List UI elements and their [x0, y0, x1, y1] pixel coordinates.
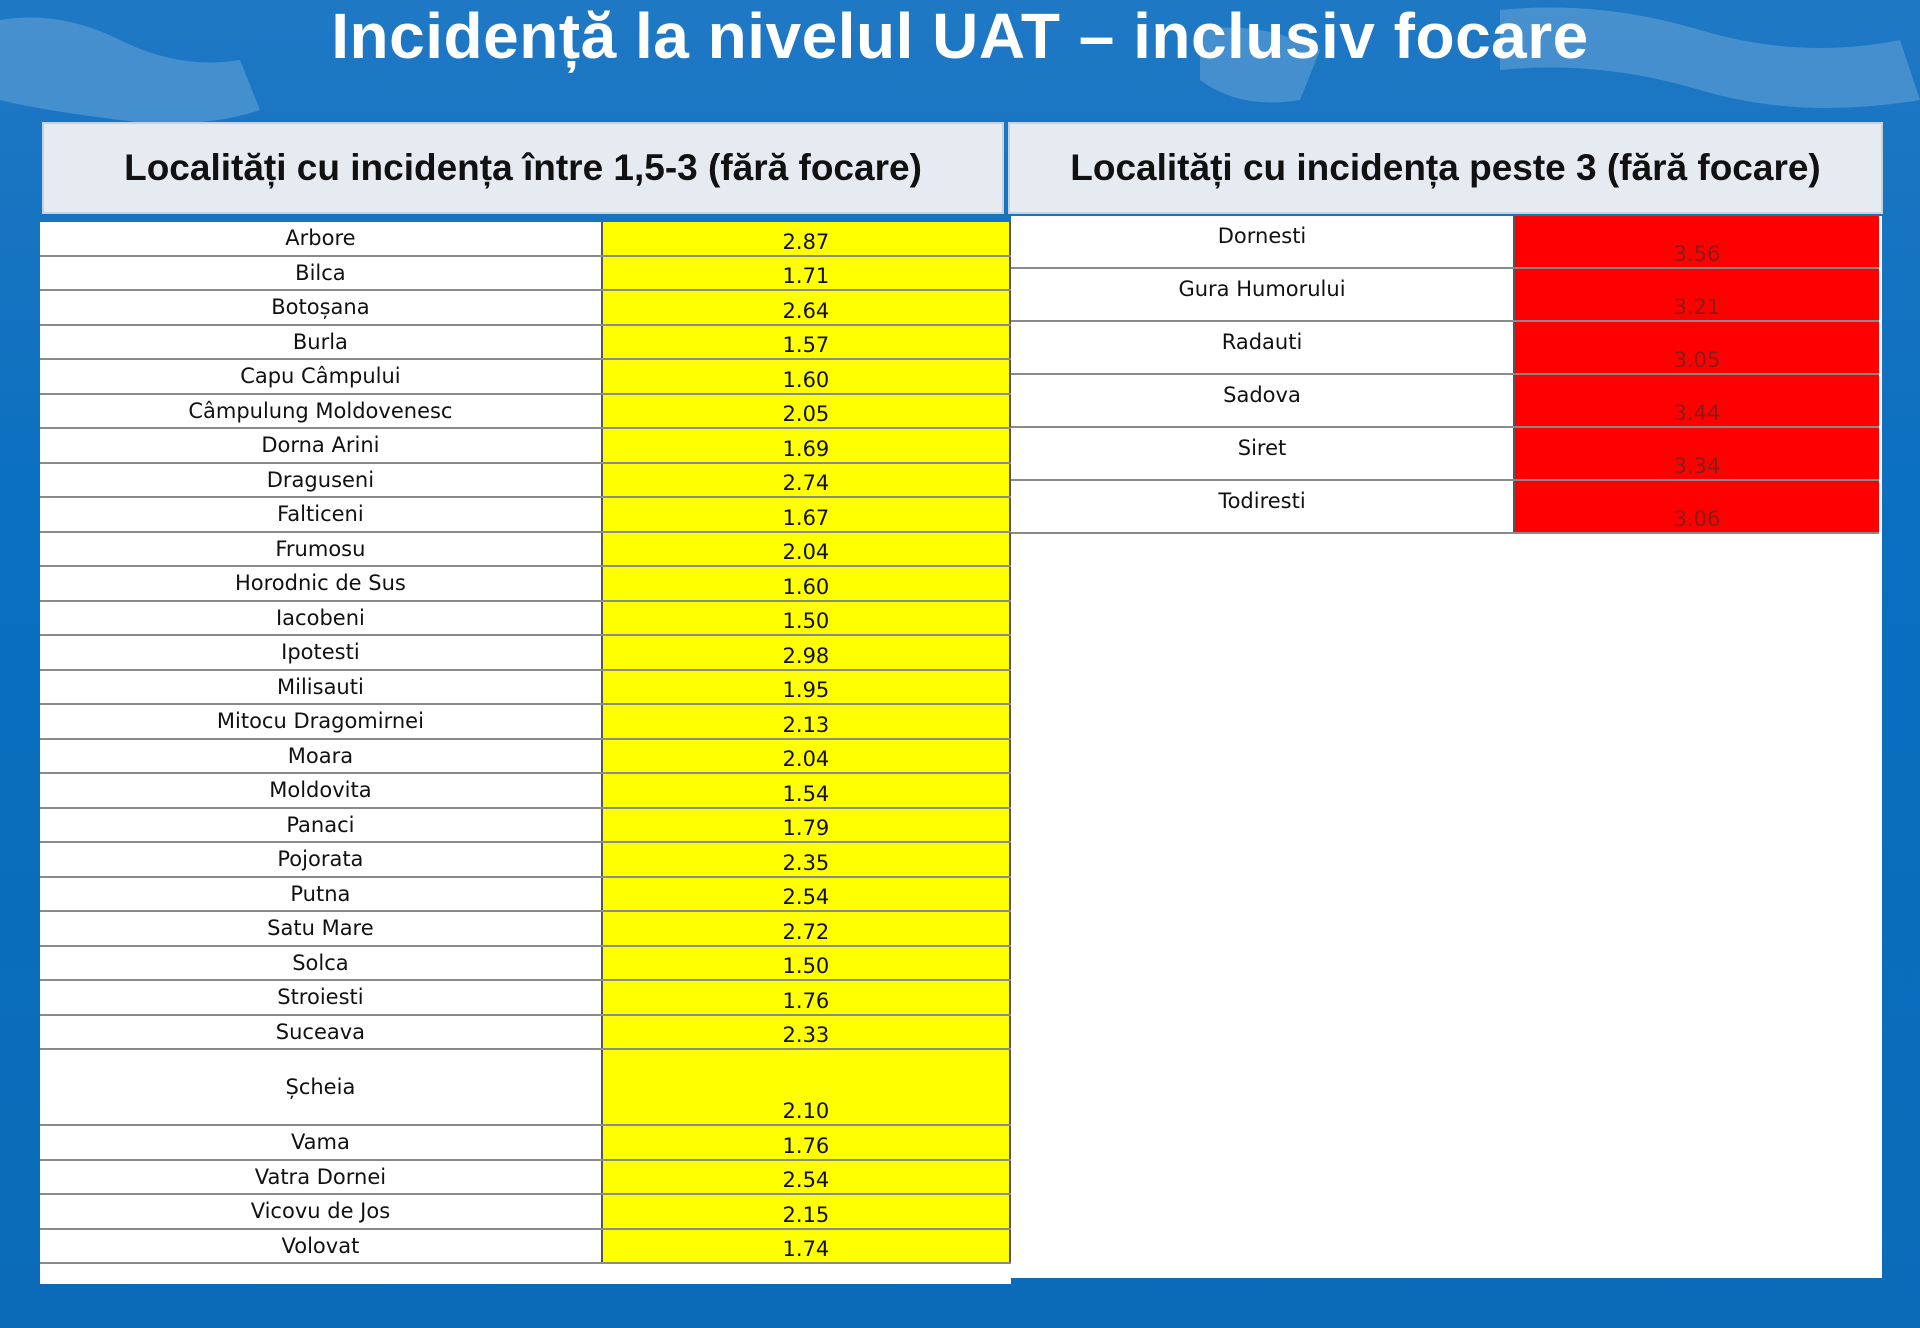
locality-name: Suceava — [40, 1015, 602, 1050]
locality-name: Satu Mare — [40, 911, 602, 946]
table-row — [40, 773, 1010, 808]
locality-name: Moldovita — [40, 773, 602, 808]
locality-name: Draguseni — [40, 463, 602, 498]
table-row — [1011, 480, 1879, 533]
locality-name: Panaci — [40, 808, 602, 843]
locality-name: Solca — [40, 946, 602, 981]
locality-name: Volovat — [40, 1229, 602, 1264]
table-row — [40, 222, 1010, 256]
incidence-value: 3.56 — [1514, 216, 1879, 268]
table-row — [40, 428, 1010, 463]
incidence-value: 2.64 — [602, 290, 1010, 325]
incidence-value: 1.74 — [602, 1229, 1010, 1264]
table-row — [40, 670, 1010, 705]
incidence-value: 2.10 — [602, 1049, 1010, 1125]
locality-name: Vicovu de Jos — [40, 1194, 602, 1229]
bottom-band — [0, 1284, 1920, 1328]
table-row — [40, 1049, 1010, 1125]
incidence-value: 1.50 — [602, 946, 1010, 981]
table-row — [40, 394, 1010, 429]
incidence-value: 1.50 — [602, 601, 1010, 636]
locality-name: Iacobeni — [40, 601, 602, 636]
table-row — [40, 808, 1010, 843]
incidence-value: 2.04 — [602, 739, 1010, 774]
table-row — [40, 1229, 1010, 1264]
table-row — [40, 739, 1010, 774]
incidence-value: 2.72 — [602, 911, 1010, 946]
locality-name: Mitocu Dragomirnei — [40, 704, 602, 739]
locality-name: Dornesti — [1011, 216, 1514, 268]
table-row — [40, 601, 1010, 636]
locality-name: Dorna Arini — [40, 428, 602, 463]
table-row — [40, 256, 1010, 291]
table-row — [40, 1125, 1010, 1160]
locality-name: Horodnic de Sus — [40, 566, 602, 601]
table-row — [1011, 216, 1879, 268]
table-row — [1011, 427, 1879, 480]
locality-name: Burla — [40, 325, 602, 360]
incidence-value: 1.69 — [602, 428, 1010, 463]
table-row — [1011, 374, 1879, 427]
right-panel-header-text: Localități cu incidența peste 3 (fără focare) — [1070, 147, 1821, 188]
locality-name: Putna — [40, 877, 602, 912]
incidence-value: 2.35 — [602, 842, 1010, 877]
incidence-value: 2.87 — [602, 222, 1010, 256]
incidence-value: 2.33 — [602, 1015, 1010, 1050]
locality-name: Pojorata — [40, 842, 602, 877]
table-row — [40, 946, 1010, 981]
locality-name: Câmpulung Moldovenesc — [40, 394, 602, 429]
incidence-value: 1.95 — [602, 670, 1010, 705]
locality-name: Radauti — [1011, 321, 1514, 374]
locality-name: Siret — [1011, 427, 1514, 480]
incidence-value: 1.76 — [602, 1125, 1010, 1160]
incidence-value: 2.54 — [602, 877, 1010, 912]
incidence-value: 2.54 — [602, 1160, 1010, 1195]
locality-name: Bilca — [40, 256, 602, 291]
page-title: Incidență la nivelul UAT – inclusiv focare — [331, 0, 1589, 72]
incidence-value: 2.74 — [602, 463, 1010, 498]
incidence-value: 2.13 — [602, 704, 1010, 739]
incidence-value: 3.21 — [1514, 268, 1879, 321]
table-row — [40, 1160, 1010, 1195]
incidence-value: 1.76 — [602, 980, 1010, 1015]
incidence-value: 3.44 — [1514, 374, 1879, 427]
incidence-value: 1.57 — [602, 325, 1010, 360]
locality-name: Moara — [40, 739, 602, 774]
incidence-value: 1.67 — [602, 497, 1010, 532]
incidence-value: 3.06 — [1514, 480, 1879, 533]
incidence-value: 1.79 — [602, 808, 1010, 843]
incidence-value: 1.71 — [602, 256, 1010, 291]
table-row — [1011, 268, 1879, 321]
left-panel-header — [42, 122, 1004, 214]
right-incidence-table — [1011, 216, 1882, 1278]
locality-name: Gura Humorului — [1011, 268, 1514, 321]
table-row — [40, 635, 1010, 670]
table-row — [40, 463, 1010, 498]
locality-name: Todiresti — [1011, 480, 1514, 533]
table-row — [40, 980, 1010, 1015]
table-row — [40, 704, 1010, 739]
table-row — [40, 1015, 1010, 1050]
locality-name: Ipotesti — [40, 635, 602, 670]
table-row — [40, 325, 1010, 360]
table-row — [40, 359, 1010, 394]
locality-name: Arbore — [40, 222, 602, 256]
incidence-value: 1.54 — [602, 773, 1010, 808]
table-row — [40, 532, 1010, 567]
incidence-value: 1.60 — [602, 359, 1010, 394]
locality-name: Vatra Dornei — [40, 1160, 602, 1195]
table-row — [40, 911, 1010, 946]
table-row — [40, 566, 1010, 601]
locality-name: Falticeni — [40, 497, 602, 532]
locality-name: Stroiesti — [40, 980, 602, 1015]
table-row — [40, 1194, 1010, 1229]
locality-name: Frumosu — [40, 532, 602, 567]
incidence-value: 2.05 — [602, 394, 1010, 429]
table-row — [40, 290, 1010, 325]
locality-name: Sadova — [1011, 374, 1514, 427]
left-panel-header-text: Localități cu incidența între 1,5-3 (fără focare) — [124, 147, 922, 188]
incidence-value: 3.34 — [1514, 427, 1879, 480]
incidence-value: 1.60 — [602, 566, 1010, 601]
locality-name: Capu Câmpului — [40, 359, 602, 394]
incidence-value: 2.15 — [602, 1194, 1010, 1229]
incidence-value: 3.05 — [1514, 321, 1879, 374]
table-row — [40, 842, 1010, 877]
left-incidence-table — [40, 222, 1011, 1284]
locality-name: Milisauti — [40, 670, 602, 705]
table-row — [40, 497, 1010, 532]
locality-name: Botoșana — [40, 290, 602, 325]
right-panel-header — [1008, 122, 1883, 214]
table-row — [40, 877, 1010, 912]
table-row — [1011, 321, 1879, 374]
locality-name: Șcheia — [40, 1049, 602, 1125]
incidence-value: 2.04 — [602, 532, 1010, 567]
locality-name: Vama — [40, 1125, 602, 1160]
incidence-value: 2.98 — [602, 635, 1010, 670]
